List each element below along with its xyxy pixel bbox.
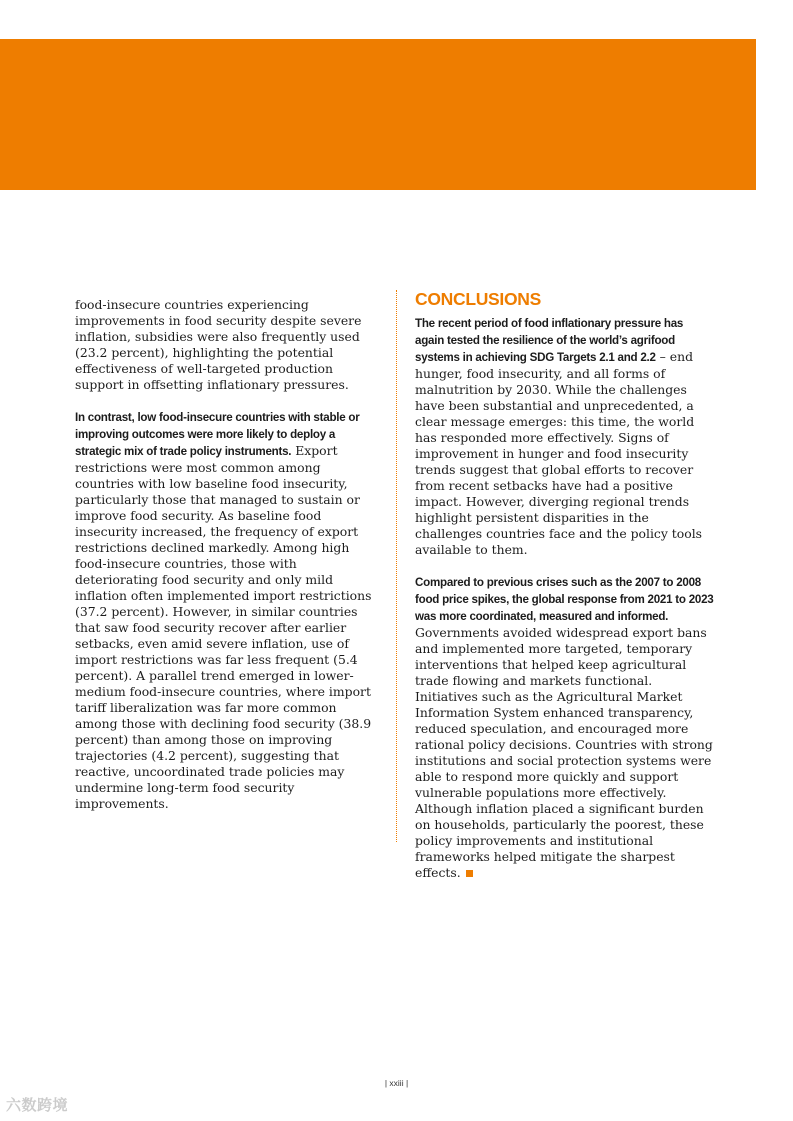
watermark <box>6 1094 68 1115</box>
paragraph-body: – end hunger, food insecurity, and all forms of malnutrition by 2030. While the challenges have been substantial and unprecedented, a clear message emerges: this time, the world has responded more effectively. Signs of improvement in hunger and food insecurity trends suggest that global efforts to recover from recent setbacks have had a positive impact. However, diverging regional trends highlight persistent disparities in the challenges countries face and the policy tools available to them. <box>415 349 703 557</box>
paragraph: food-insecure countries experiencing improvements in food security despite severe inflation, subsidies were also frequently used (23.2 percent), highlighting the potential effectiveness of well-targeted production support in offsetting inflationary pressures. <box>75 297 362 392</box>
section-heading: CONCLUSIONS <box>415 289 542 309</box>
paragraph-body: Export restrictions were most common among countries with low baseline food insecurity, particularly those that managed to sustain or improve food security. As baseline food insecurity increased, the frequency of export restrictions declined markedly. Among high food-insecure countries, those with deteriorating food security and only mild inflation often implemented import restrictions (37.2 percent). However, in similar countries that saw food security recover after earlier setbacks, even amid severe inflation, use of import restrictions was far less frequent (5.4 percent). A parallel trend emerged in lower-medium food-insecure countries, where import tariff liberalization was far more common among those with declining food security (38.9 percent) than among those on improving trajectories (4.2 percent), suggesting that reactive, uncoordinated trade policies may undermine long-term food security improvements. <box>75 443 372 811</box>
paragraph-body: Governments avoided widespread export bans and implemented more targeted, temporary interventions that helped keep agricultural trade flowing and markets functional. Initiatives such as the Agricultural Market Information System enhanced transparency, reduced speculation, and encouraged more rational policy decisions. Countries with strong institutions and social protection systems were able to respond more quickly and support vulnerable populations more effectively. Although inflation placed a significant burden on households, particularly the poorest, these policy improvements and institutional frameworks helped mitigate the sharpest effects. <box>415 625 713 880</box>
watermark-text: 六数跨境 <box>6 1096 69 1114</box>
paragraph <box>75 409 375 812</box>
paragraph-lead: Compared to previous crises such as the 2007 to 2008 food price spikes, the global response from 2021 to 2023 was more coordinated, measured and informed. <box>415 576 714 623</box>
right-column <box>415 289 715 897</box>
column-divider <box>396 290 397 842</box>
paragraph-lead: In contrast, low food-insecure countries with stable or improving outcomes were more likely to deploy a strategic mix of trade policy instruments. <box>75 411 360 458</box>
paragraph-lead: The recent period of food inflationary pressure has again tested the resilience of the world’s agrifood systems in achieving SDG Targets 2.1 and 2.2 <box>415 317 684 364</box>
left-column <box>75 297 375 828</box>
paragraph <box>415 574 715 881</box>
paragraph <box>415 315 715 558</box>
page-number: | xxiii | <box>384 1078 409 1088</box>
end-mark-icon <box>466 870 473 877</box>
header-banner <box>0 39 756 190</box>
